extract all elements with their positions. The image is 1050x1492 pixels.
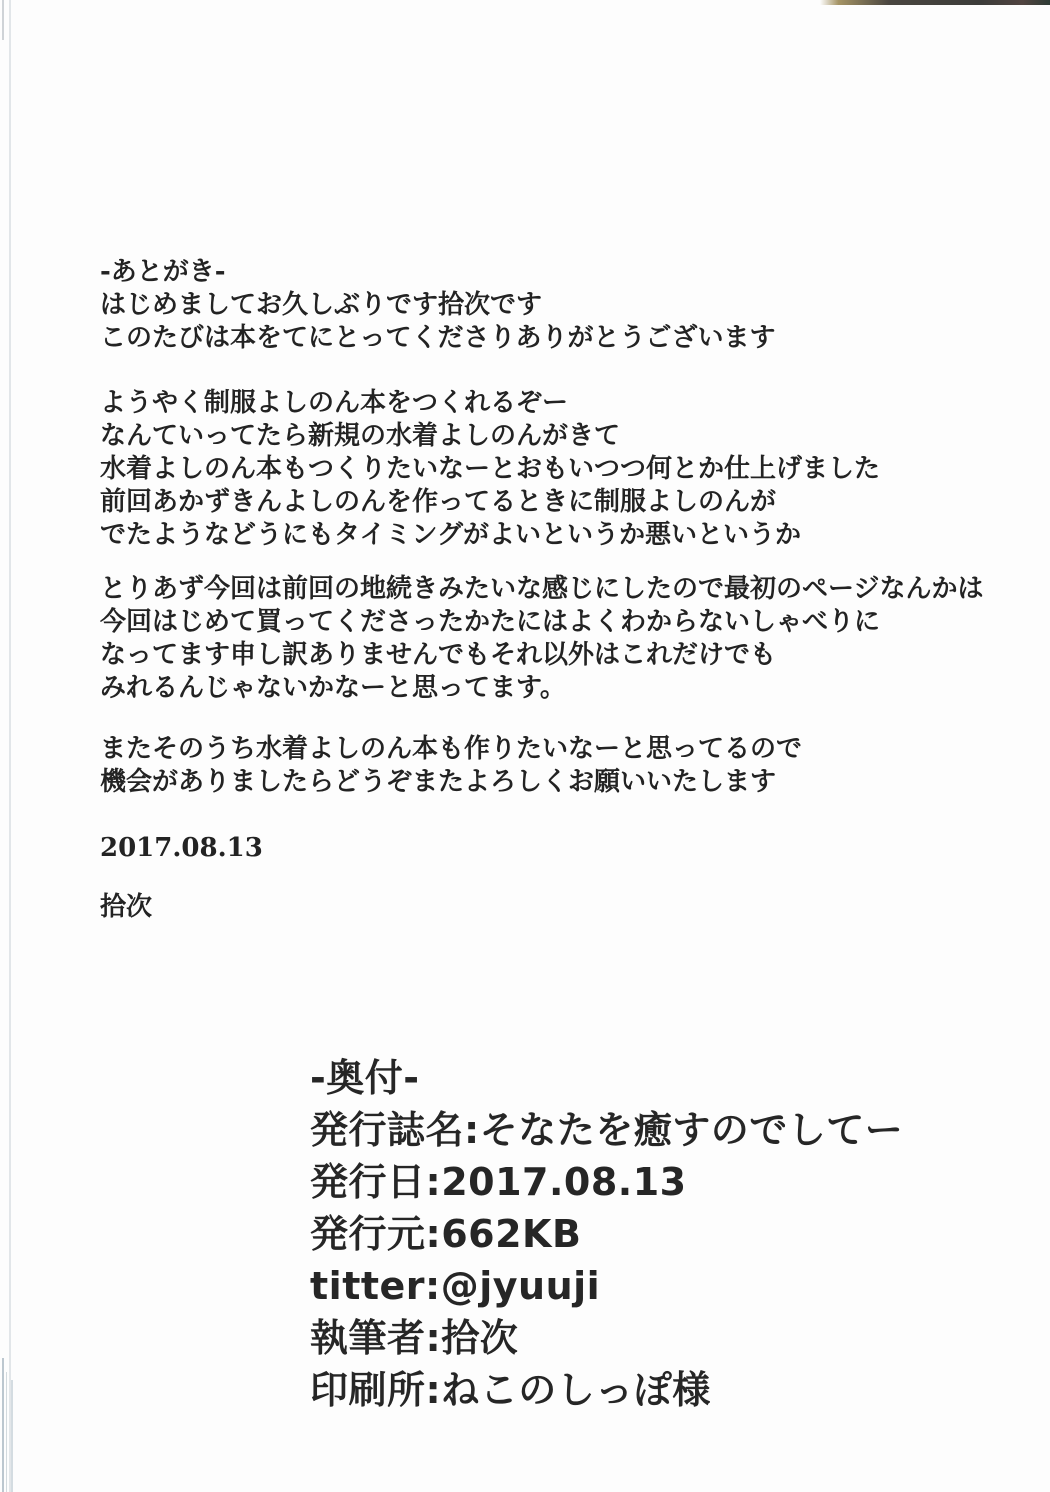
scan-artifact-left-edge [9, 0, 11, 1492]
colophon-writer: 執筆者:拾次 [310, 1316, 519, 1360]
afterword-title: -あとがき- [100, 257, 226, 287]
publication-date: 2017.08.13 [100, 833, 263, 863]
afterword-making-paragraph [100, 387, 1000, 552]
afterword-line: このたびは本をてにとってくださりありがとうございます [100, 323, 776, 353]
afterword-line: はじめましてお久しぶりです拾次です [100, 290, 543, 320]
afterword-intro-paragraph [100, 256, 1000, 355]
afterword-closing-paragraph [100, 733, 1000, 799]
afterword-line: 水着よしのん本もつくりたいなーとおもいつつ何とか仕上げました [100, 454, 881, 484]
colophon-journal-name: 発行誌名:そなたを癒すのでしてー [310, 1108, 904, 1152]
scan-artifact-bottom-left-line [2, 1358, 4, 1492]
scan-artifact-bottom-left-line [11, 1380, 13, 1492]
colophon-printer: 印刷所:ねこのしっぽ様 [310, 1368, 711, 1412]
author-signature: 拾次 [100, 892, 153, 922]
afterword-line: 前回あかずきんよしのんを作ってるときに制服よしのんが [100, 487, 777, 517]
colophon-twitter-handle: titter:@jyuuji [310, 1264, 601, 1308]
afterword-line: みれるんじゃないかなーと思ってます。 [100, 673, 566, 703]
afterword-line: またそのうち水着よしのん本も作りたいなーと思ってるので [100, 734, 803, 764]
colophon-publisher: 発行元:662KB [310, 1212, 582, 1256]
afterword-note-paragraph [100, 573, 1000, 705]
afterword-line: なってます申し訳ありませんでもそれ以外はこれだけでも [100, 640, 777, 670]
colophon-section [310, 1052, 1010, 1416]
afterword-line: とりあず今回は前回の地続きみたいな感じにしたので最初のページなんかは [100, 574, 984, 604]
scan-artifact-bottom-left-line [6, 1372, 7, 1492]
scan-artifact-top-left-line [2, 0, 4, 40]
afterword-line: 今回はじめて買ってくださったかたにはよくわからないしゃべりに [100, 607, 881, 637]
afterword-section [100, 256, 1000, 924]
afterword-line: なんていってたら新規の水着よしのんがきて [100, 421, 621, 451]
scan-artifact-top-edge [820, 0, 1050, 5]
afterword-line: ようやく制服よしのん本をつくれるぞー [100, 388, 569, 418]
colophon-title: -奥付- [310, 1056, 420, 1100]
afterword-line: 機会がありましたらどうぞまたよろしくお願いいたします [100, 767, 777, 797]
afterword-line: でたようなどうにもタイミングがよいというか悪いというか [100, 520, 801, 550]
colophon-publish-date: 発行日:2017.08.13 [310, 1160, 687, 1204]
